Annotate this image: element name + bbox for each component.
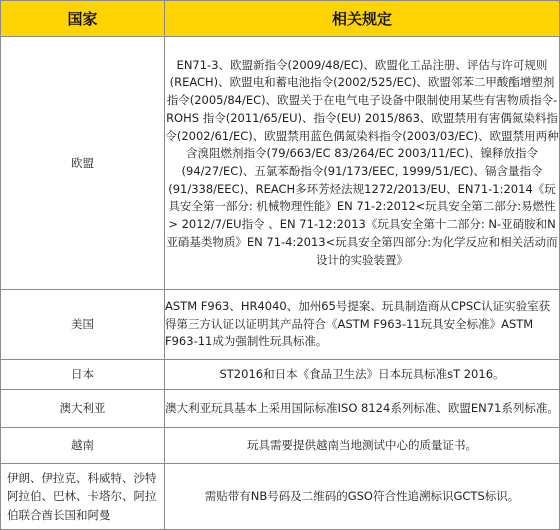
regulations-text: 玩具需要提供越南当地测试中心的质量证书。 <box>247 437 477 452</box>
regulations-cell-australia <box>165 390 560 428</box>
country-cell-australia: 澳大利亚 <box>1 390 165 428</box>
regulations-text: EN71-3、欧盟新指令(2009/48/EC)、欧盟化工品注册、评估与许可规则(REACH)、欧盟电和蓄电池指令(2002/525/EC)、欧盟邻苯二甲酸酯增塑剂指令(2005/84/EC)、欧盟关于在电气电子设备中限制使用某些有害物质指令- ROHS 指令(2011/65/EU)、指令(EU) 2015/863、欧盟禁用有害偶氮染料指令(2002/61/EC)、欧盟禁用蓝色偶氮染料指令(2003/03/EC)、欧盟禁用两种含溴阻燃剂指令(79/663/EC 83/264/EC 2003/11/EC)、镍释放指令(94/27/EC)、五氯苯酚指令(91/173/EEC, 1999/51/EC)、镉含量指令(91/338/EEC)、REACH多环芳烃法规1272/2013/EU、EN71-1:2014《玩具安全第一部分: 机械物理性能》EN 71-2:2012<玩具安全第二部分:易燃性> 2012/7/EU指令 、EN 71-12:2013《玩具安全第十二部分: N-亚硝胺和N亚硝基类物质》EN 71-4:2013<玩具安全第四部分:为化学反应和相关活动而设计的实验装置》 <box>165 57 559 267</box>
regulations-text: ASTM F963、HR4040、加州65号提案、玩具制造商从CPSC认证实验室获得第三方认证以证明其产品符合《ASTM F963-11玩具安全标准》ASTM F963-11成为强制性玩具标准。 <box>165 298 551 349</box>
table-row <box>1 390 560 428</box>
table-row <box>1 428 560 464</box>
regulations-text: ST2016和日本《食品卫生法》日本玩具标准sT 2016。 <box>219 366 505 381</box>
regulations-cell-japan <box>165 360 560 390</box>
country-cell-vietnam: 越南 <box>1 428 165 464</box>
table-row <box>1 360 560 390</box>
regulations-column-header: 相关规定 <box>165 1 560 37</box>
header-row <box>1 1 560 37</box>
country-cell-gulf-states: 伊朗、伊拉克、科威特、沙特阿拉伯、巴林、卡塔尔、阿拉伯联合酋长国和阿曼 <box>1 464 165 530</box>
table-row <box>1 464 560 530</box>
country-cell-japan: 日本 <box>1 360 165 390</box>
regulations-cell-gulf-states <box>165 464 560 530</box>
country-cell-eu: 欧盟 <box>1 37 165 290</box>
country-cell-us: 美国 <box>1 290 165 360</box>
regulations-cell-eu <box>165 37 560 290</box>
country-column-header: 国家 <box>1 1 165 37</box>
regulations-text: 澳大利亚玩具基本上采用国际标准ISO 8124系列标准、欧盟EN71系列标准。 <box>165 400 559 415</box>
table-row <box>1 290 560 360</box>
regulations-cell-us <box>165 290 560 360</box>
table-row <box>1 37 560 290</box>
regulations-cell-vietnam <box>165 428 560 464</box>
regulations-text: 需贴带有NB号码及二维码的GSO符合性追溯标识GCTS标识。 <box>204 488 520 503</box>
